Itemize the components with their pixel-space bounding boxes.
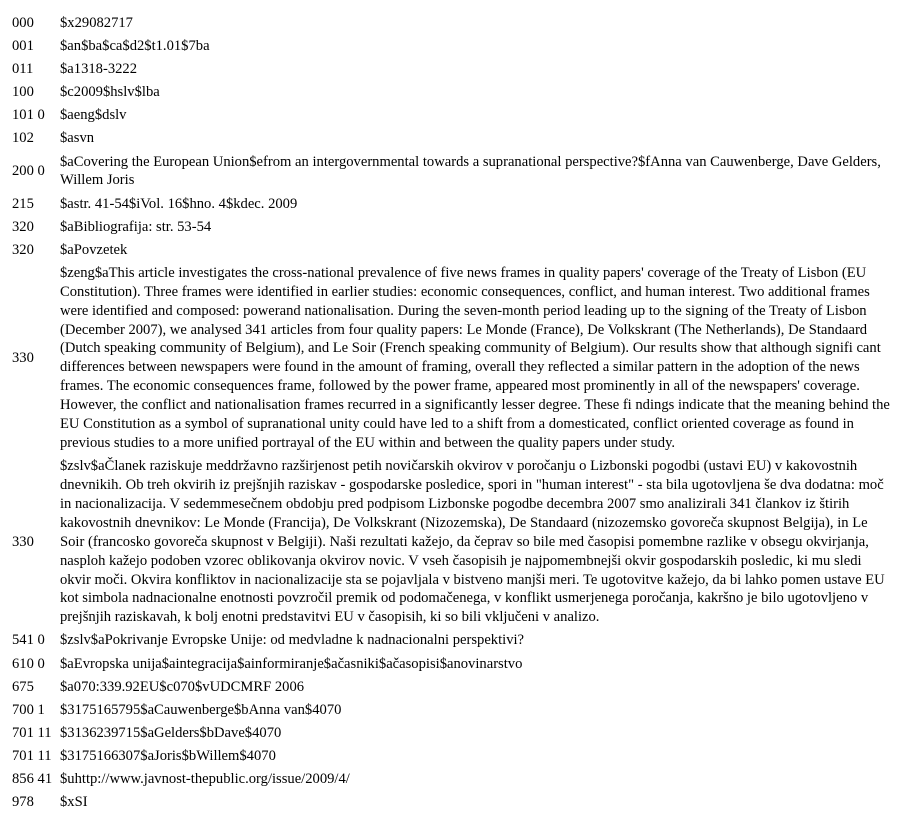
field-tag: 700 1 xyxy=(12,701,45,718)
field-value: $aEvropska unija$aintegracija$ainformiranje$ačasniki$ačasopisi$anovinarstvo xyxy=(60,655,523,672)
field-tag: 100 xyxy=(12,84,34,101)
marc-field-row xyxy=(12,218,894,241)
marc-field-row xyxy=(12,747,894,770)
marc-field-row xyxy=(12,195,894,218)
marc-field-row xyxy=(12,655,894,678)
field-tag: 675 xyxy=(12,678,34,695)
field-value: $uhttp://www.javnost-thepublic.org/issue/2009/4/ xyxy=(60,771,350,787)
field-value: $aCovering the European Union$efrom an intergovernmental towards a supranational perspective?$fAnna van Cauwenberge, Dave Gelders, Willem Joris xyxy=(60,153,881,189)
marc-field-row xyxy=(12,701,894,724)
field-value: $xSI xyxy=(60,794,88,811)
field-tag: 001 xyxy=(12,38,34,55)
field-tag: 701 11 xyxy=(12,724,52,741)
marc-field-row xyxy=(12,153,894,195)
field-value: $c2009$hslv$lba xyxy=(60,84,160,101)
field-value: $an$ba$ca$d2$t1.01$7ba xyxy=(60,38,210,55)
field-tag: 215 xyxy=(12,195,34,212)
field-tag: 701 11 xyxy=(12,747,52,764)
marc-field-row xyxy=(12,83,894,106)
field-tag: 320 xyxy=(12,241,34,258)
field-tag: 610 0 xyxy=(12,655,45,672)
marc-field-row xyxy=(12,241,894,264)
field-value: $astr. 41-54$iVol. 16$hno. 4$kdec. 2009 xyxy=(60,195,298,212)
field-tag: 541 0 xyxy=(12,632,45,649)
field-tag: 320 xyxy=(12,218,34,235)
field-tag: 102 xyxy=(12,130,34,147)
marc-field-row xyxy=(12,457,894,631)
field-tag: 856 41 xyxy=(12,771,53,787)
field-tag: 978 xyxy=(12,794,34,811)
field-value: $aPovzetek xyxy=(60,241,128,258)
marc-field-row xyxy=(12,264,894,457)
field-value: $3175165795$aCauwenberge$bAnna van$4070 xyxy=(60,701,342,718)
field-value: $aBibliografija: str. 53-54 xyxy=(60,218,212,235)
field-value: $zslv$aČlanek raziskuje meddržavno razširjenost petih novičarskih okvirov v poročanju o Lizbonski pogodbi (ustavi EU) v kakovostnih dnevnikih. Ob treh okvirih iz prejšnjih raziskav - gospodarske posledice, spori in "human interest" - sta bila ugotovljena še dva dodatna: moč in nacionalizacija. V sedemmesečnem obdobju pred podpisom Lizbonske pogodbe decembra 2007 smo analizirali 341 člankov iz štirih kakovostnih dnevnikov: Le Monde (Francija), De Volkskrant (Nizozemska), De Standaard (nizozemsko govoreča skupnost Belgija), in Le Soir (francosko govoreča skupnost v Belgiji). Naši rezultati kažejo, da čeprav so bile med časopisi pomembne razlike v obsegu okvirjanja, nasploh kažejo podoben vzorec oblikovanja okvirov novic. V vseh časopisih je najpomembnejši okvir gospodarskih posledic, ki mu sledi okvir moči. Okvira konfliktov in nacionalizacije sta se pojavljala v bistveno manjši meri. Te ugotovitve kažejo, da bi lahko pomen ustave EU kot simbola nadnacionalne enotnosti povzročil premik od podomačenega, v konflikt usmerjenega poročanja, kakršno je bilo ugotovljeno v prejšnjih raziskavah, k bolj enotni predstavitvi EU v časopisih, ki so bili vključeni v analizo. xyxy=(60,458,885,626)
field-tag: 200 0 xyxy=(12,163,45,180)
field-value: $zslv$aPokrivanje Evropske Unije: od medvladne k nadnacionalni perspektivi? xyxy=(60,632,525,649)
field-value: $x29082717 xyxy=(60,15,133,31)
field-value: $zeng$aThis article investigates the cross-national prevalence of five news frames in quality papers' coverage of the Treaty of Lisbon (EU Constitution). Three frames were identified in earlier studies: economic consequences, conflict, and human interest. Two additional frames were identified and composed: powerand nationalisation. During the seven-month period leading up to the signing of the Treaty of Lisbon (December 2007), we analysed 341 articles from four quality papers: Le Monde (France), De Volkskrant (The Netherlands), De Standaard (Dutch speaking community of Belgium), and Le Soir (French speaking community of Belgium). Our results show that although signifi cant differences between newspapers were found in the amount of framing, overall they reflected a similar pattern in the adoption of the news frames. The economic consequences frame, followed by the power frame, appeared most prominently in all of the newspapers' coverage. However, the conflict and nationalisation frames recurred in a significantly lesser degree. These fi ndings indicate that the meaning behind the EU Constitution as a symbol of supranational unity could have led to a shift from a domesticated, conflict oriented coverage as found in previous studies to a more unified portrayal of the EU within and between the quality papers under study. xyxy=(60,264,890,451)
marc-field-row xyxy=(12,14,894,37)
marc-field-row xyxy=(12,37,894,60)
field-tag: 101 0 xyxy=(12,107,45,124)
field-tag: 000 xyxy=(12,15,34,31)
marc-field-row xyxy=(12,631,894,654)
field-value: $asvn xyxy=(60,130,95,147)
field-value: $a1318-3222 xyxy=(60,61,138,78)
field-tag: 330 xyxy=(12,533,34,550)
marc-field-row xyxy=(12,770,894,793)
field-value: $aeng$dslv xyxy=(60,107,127,124)
marc-field-row xyxy=(12,793,894,816)
marc-field-table xyxy=(12,14,894,816)
marc-field-row xyxy=(12,678,894,701)
marc-record xyxy=(12,14,894,816)
marc-field-row xyxy=(12,106,894,129)
marc-field-row xyxy=(12,129,894,152)
marc-field-row xyxy=(12,60,894,83)
field-tag: 330 xyxy=(12,349,34,366)
marc-field-row xyxy=(12,724,894,747)
field-value: $3175166307$aJoris$bWillem$4070 xyxy=(60,747,276,764)
field-value: $3136239715$aGelders$bDave$4070 xyxy=(60,724,282,741)
field-tag: 011 xyxy=(12,61,34,78)
field-value: $a070:339.92EU$c070$vUDCMRF 2006 xyxy=(60,678,305,695)
